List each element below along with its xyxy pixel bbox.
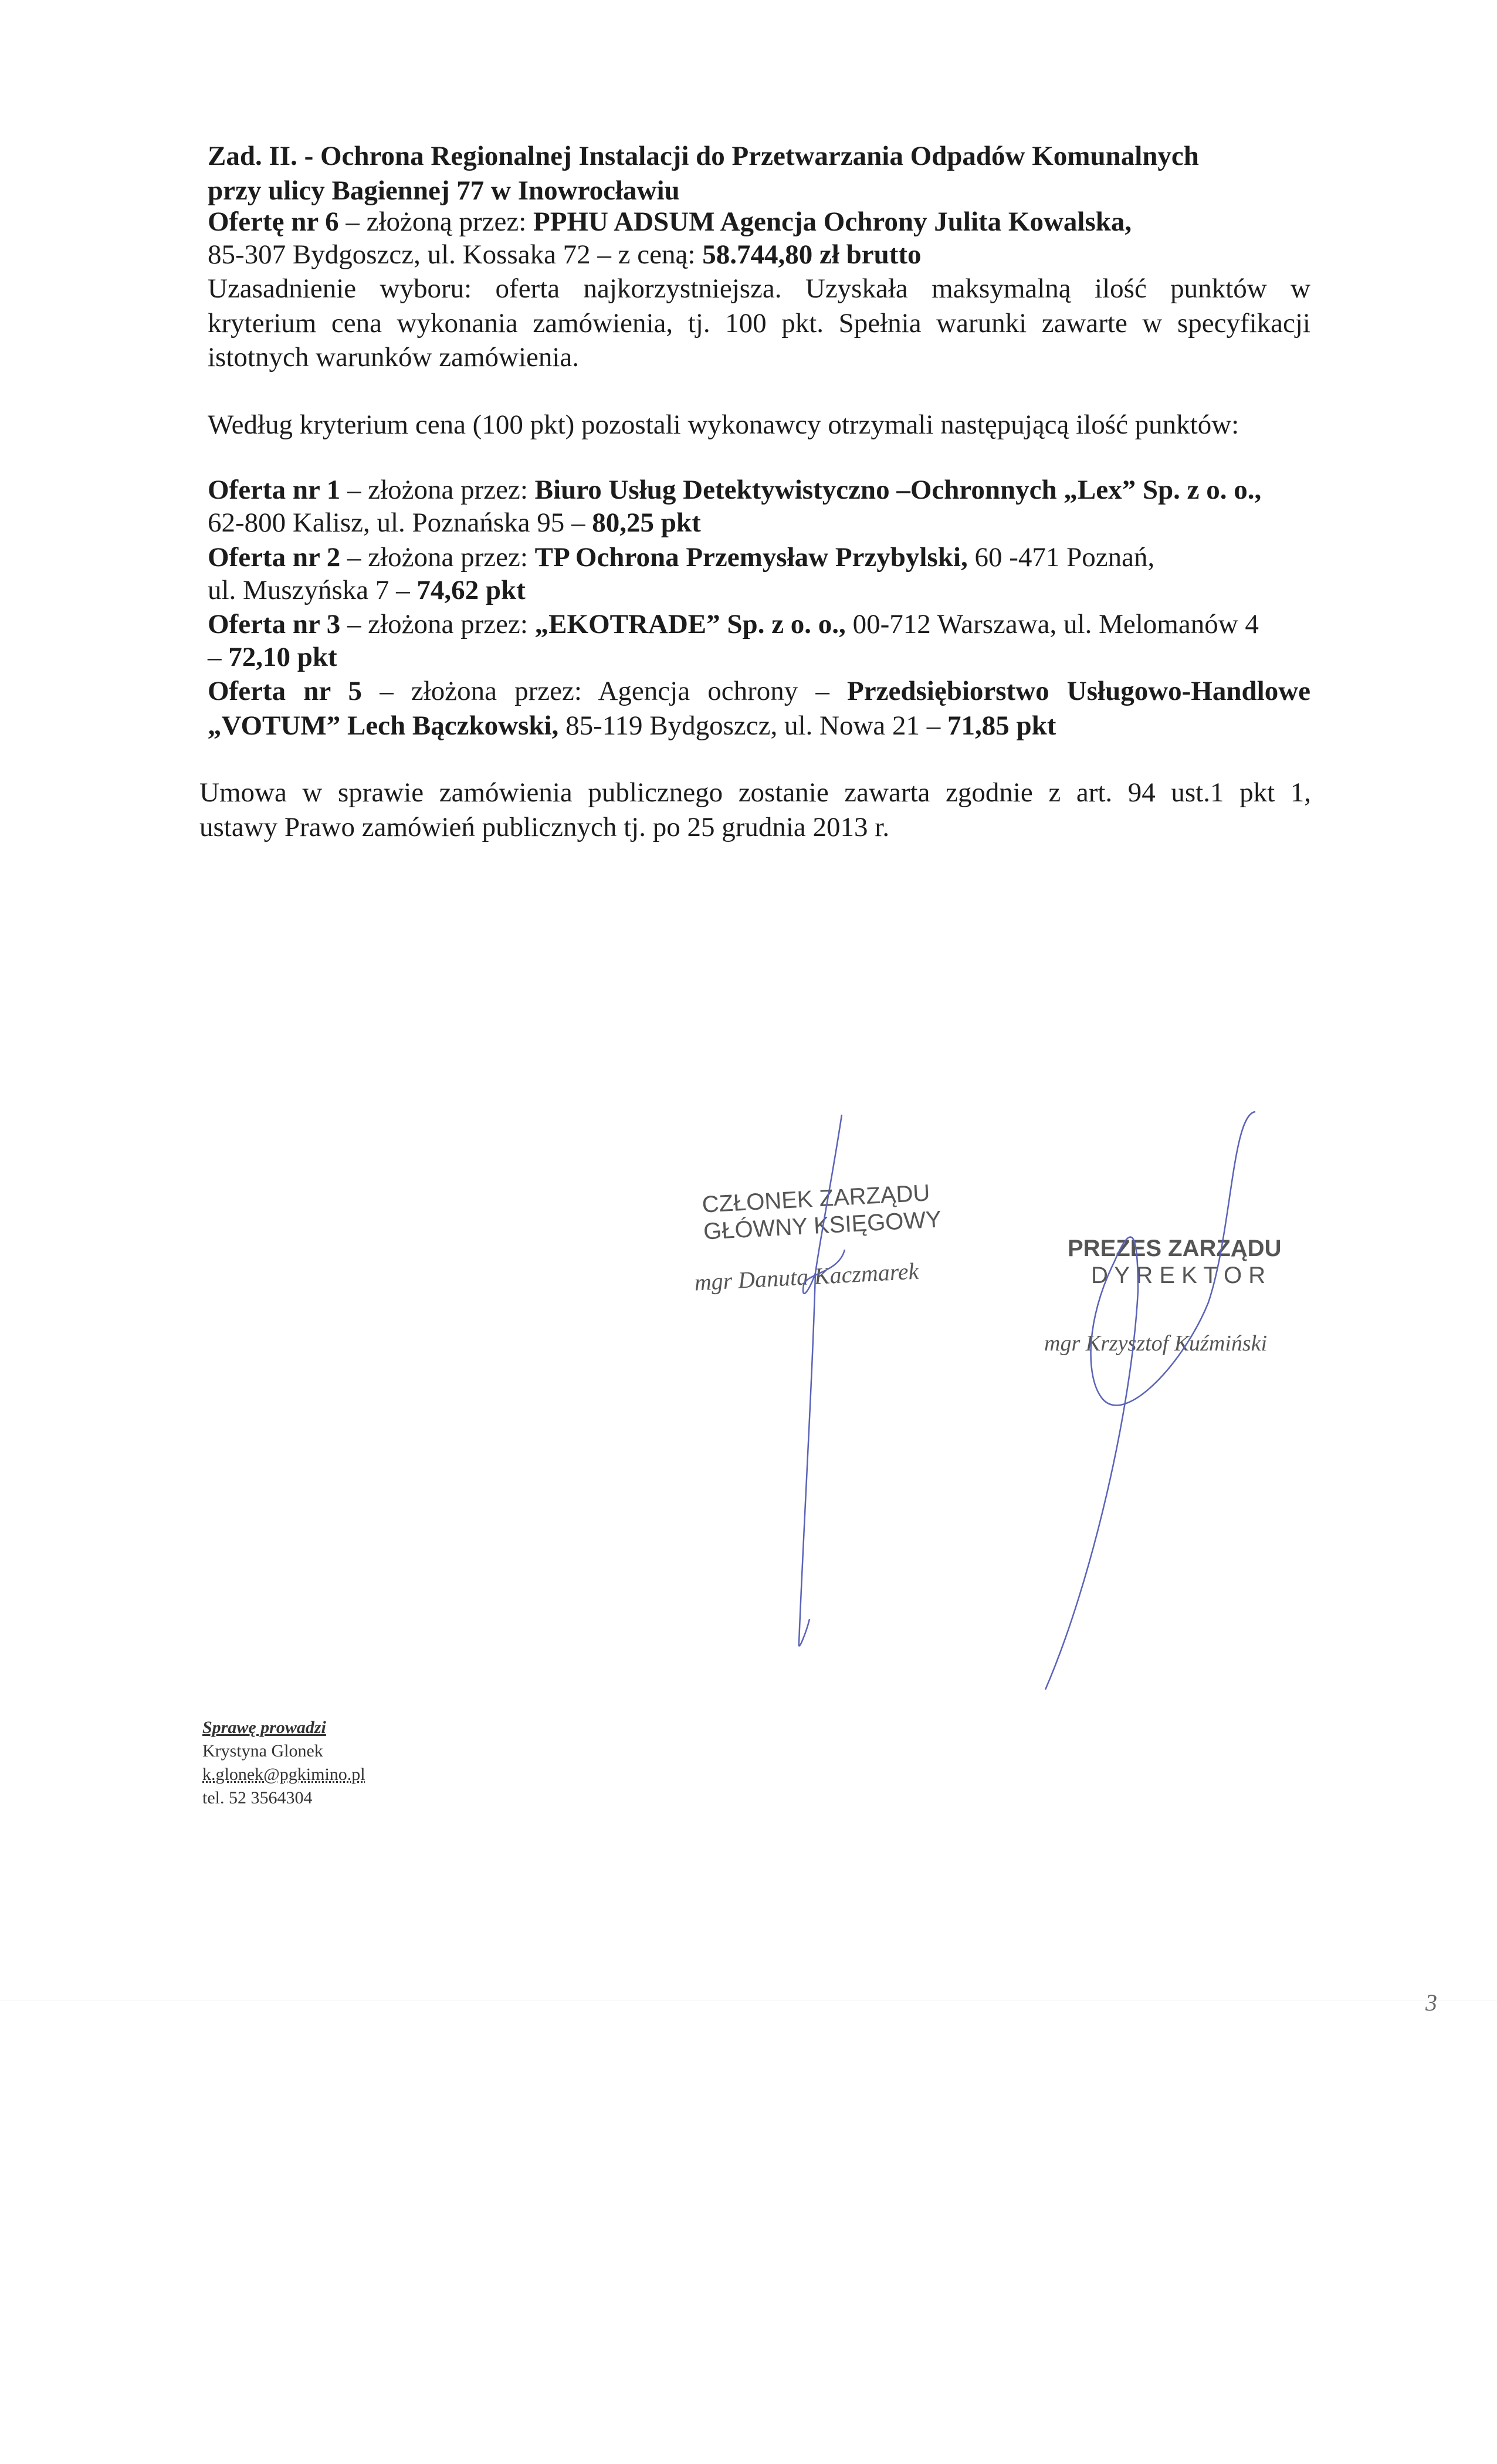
offer-mid: – złożona przez: Agencja ochrony – bbox=[362, 676, 848, 706]
offer-mid: – złożona przez: bbox=[340, 475, 535, 505]
offer-name: Przedsiębiorstwo Usługowo-Handlowe bbox=[847, 676, 1310, 706]
contact-name: Krystyna Glonek bbox=[202, 1741, 323, 1761]
title-line-1: Zad. II. - Ochrona Regionalnej Instalacji do Przetwarzania Odpadów Komunalnych bbox=[208, 141, 1199, 171]
offer-mid: – złożona przez: bbox=[340, 609, 535, 639]
offer-label: Oferta nr 1 bbox=[208, 475, 341, 505]
contract-line-2: ustawy Prawo zamówień publicznych tj. po 25 grudnia 2013 r. bbox=[199, 812, 890, 842]
contract-line-1: Umowa w sprawie zamówienia publicznego zostanie zawarta zgodnie z art. 94 ust.1 pkt 1, bbox=[199, 777, 1311, 808]
stamp-line: PREZES ZARZĄDU bbox=[1068, 1236, 1282, 1261]
points: 74,62 pkt bbox=[416, 575, 526, 605]
points: 71,85 pkt bbox=[947, 710, 1056, 741]
offer-label: Oferta nr 3 bbox=[208, 609, 341, 639]
offer-city: 60 -471 Poznań, bbox=[967, 542, 1155, 573]
criteria-intro: Według kryterium cena (100 pkt) pozostali wykonawcy otrzymali następującą ilość punktów: bbox=[208, 409, 1239, 440]
stamp-line: D Y R E K T O R bbox=[1091, 1263, 1266, 1288]
contact-heading: Sprawę prowadzi bbox=[202, 1718, 326, 1737]
offer-mid: – złożona przez: bbox=[340, 542, 535, 573]
signature-left bbox=[799, 1115, 845, 1646]
justification-3: istotnych warunków zamówienia. bbox=[208, 342, 580, 373]
offer-mid: – złożoną przez: bbox=[338, 207, 534, 237]
justification-2: kryterium cena wykonania zamówienia, tj. 100 pkt. Spełnia warunki zawarte w specyfikacji bbox=[208, 308, 1310, 339]
address: 62-800 Kalisz, ul. Poznańska 95 – bbox=[208, 507, 592, 538]
offer-name: PPHU ADSUM Agencja Ochrony Julita Kowalska, bbox=[533, 207, 1132, 237]
offer-name: „EKOTRADE” Sp. z o. o., bbox=[534, 609, 846, 639]
stamp-line: CZŁONEK ZARZĄDU bbox=[701, 1180, 931, 1218]
points: 72,10 pkt bbox=[228, 642, 337, 672]
offer-label: Ofertę nr 6 bbox=[208, 207, 339, 237]
contact-block bbox=[202, 1716, 365, 1810]
offer-name: TP Ochrona Przemysław Przybylski, bbox=[534, 542, 968, 573]
offer-name: Biuro Usług Detektywistyczno –Ochronnych „Lex” Sp. z o. o., bbox=[534, 475, 1262, 505]
offer-name-2: „VOTUM” Lech Bączkowski, bbox=[208, 710, 559, 741]
price: 58.744,80 zł brutto bbox=[702, 239, 922, 270]
title-line-2: przy ulicy Bagiennej 77 w Inowrocławiu bbox=[208, 175, 680, 206]
contact-phone: tel. 52 3564304 bbox=[202, 1788, 313, 1808]
signature-right bbox=[1045, 1112, 1255, 1690]
offer-label: Oferta nr 5 bbox=[208, 676, 363, 706]
address: – bbox=[208, 642, 229, 672]
contact-email-link[interactable]: k.glonek@pgkimino.pl bbox=[202, 1765, 365, 1784]
stamp-name-text: mgr Danuta Kaczmarek bbox=[693, 1257, 920, 1296]
offer-city: 00-712 Warszawa, ul. Melomanów 4 bbox=[845, 609, 1259, 639]
address: 85-307 Bydgoszcz, ul. Kossaka 72 – z ceną: bbox=[208, 239, 703, 270]
page-number: 3 bbox=[1425, 1989, 1437, 2016]
address: ul. Muszyńska 7 – bbox=[208, 575, 417, 605]
justification-1: Uzasadnienie wyboru: oferta najkorzystniejsza. Uzyskała maksymalną ilość punktów w bbox=[208, 273, 1310, 304]
offer-label: Oferta nr 2 bbox=[208, 542, 341, 573]
stamp-name-text: mgr Krzysztof Kuźmiński bbox=[1044, 1331, 1268, 1356]
address: 85-119 Bydgoszcz, ul. Nowa 21 – bbox=[558, 710, 947, 741]
stamp-line: GŁÓWNY KSIĘGOWY bbox=[703, 1206, 942, 1245]
points: 80,25 pkt bbox=[592, 507, 701, 538]
